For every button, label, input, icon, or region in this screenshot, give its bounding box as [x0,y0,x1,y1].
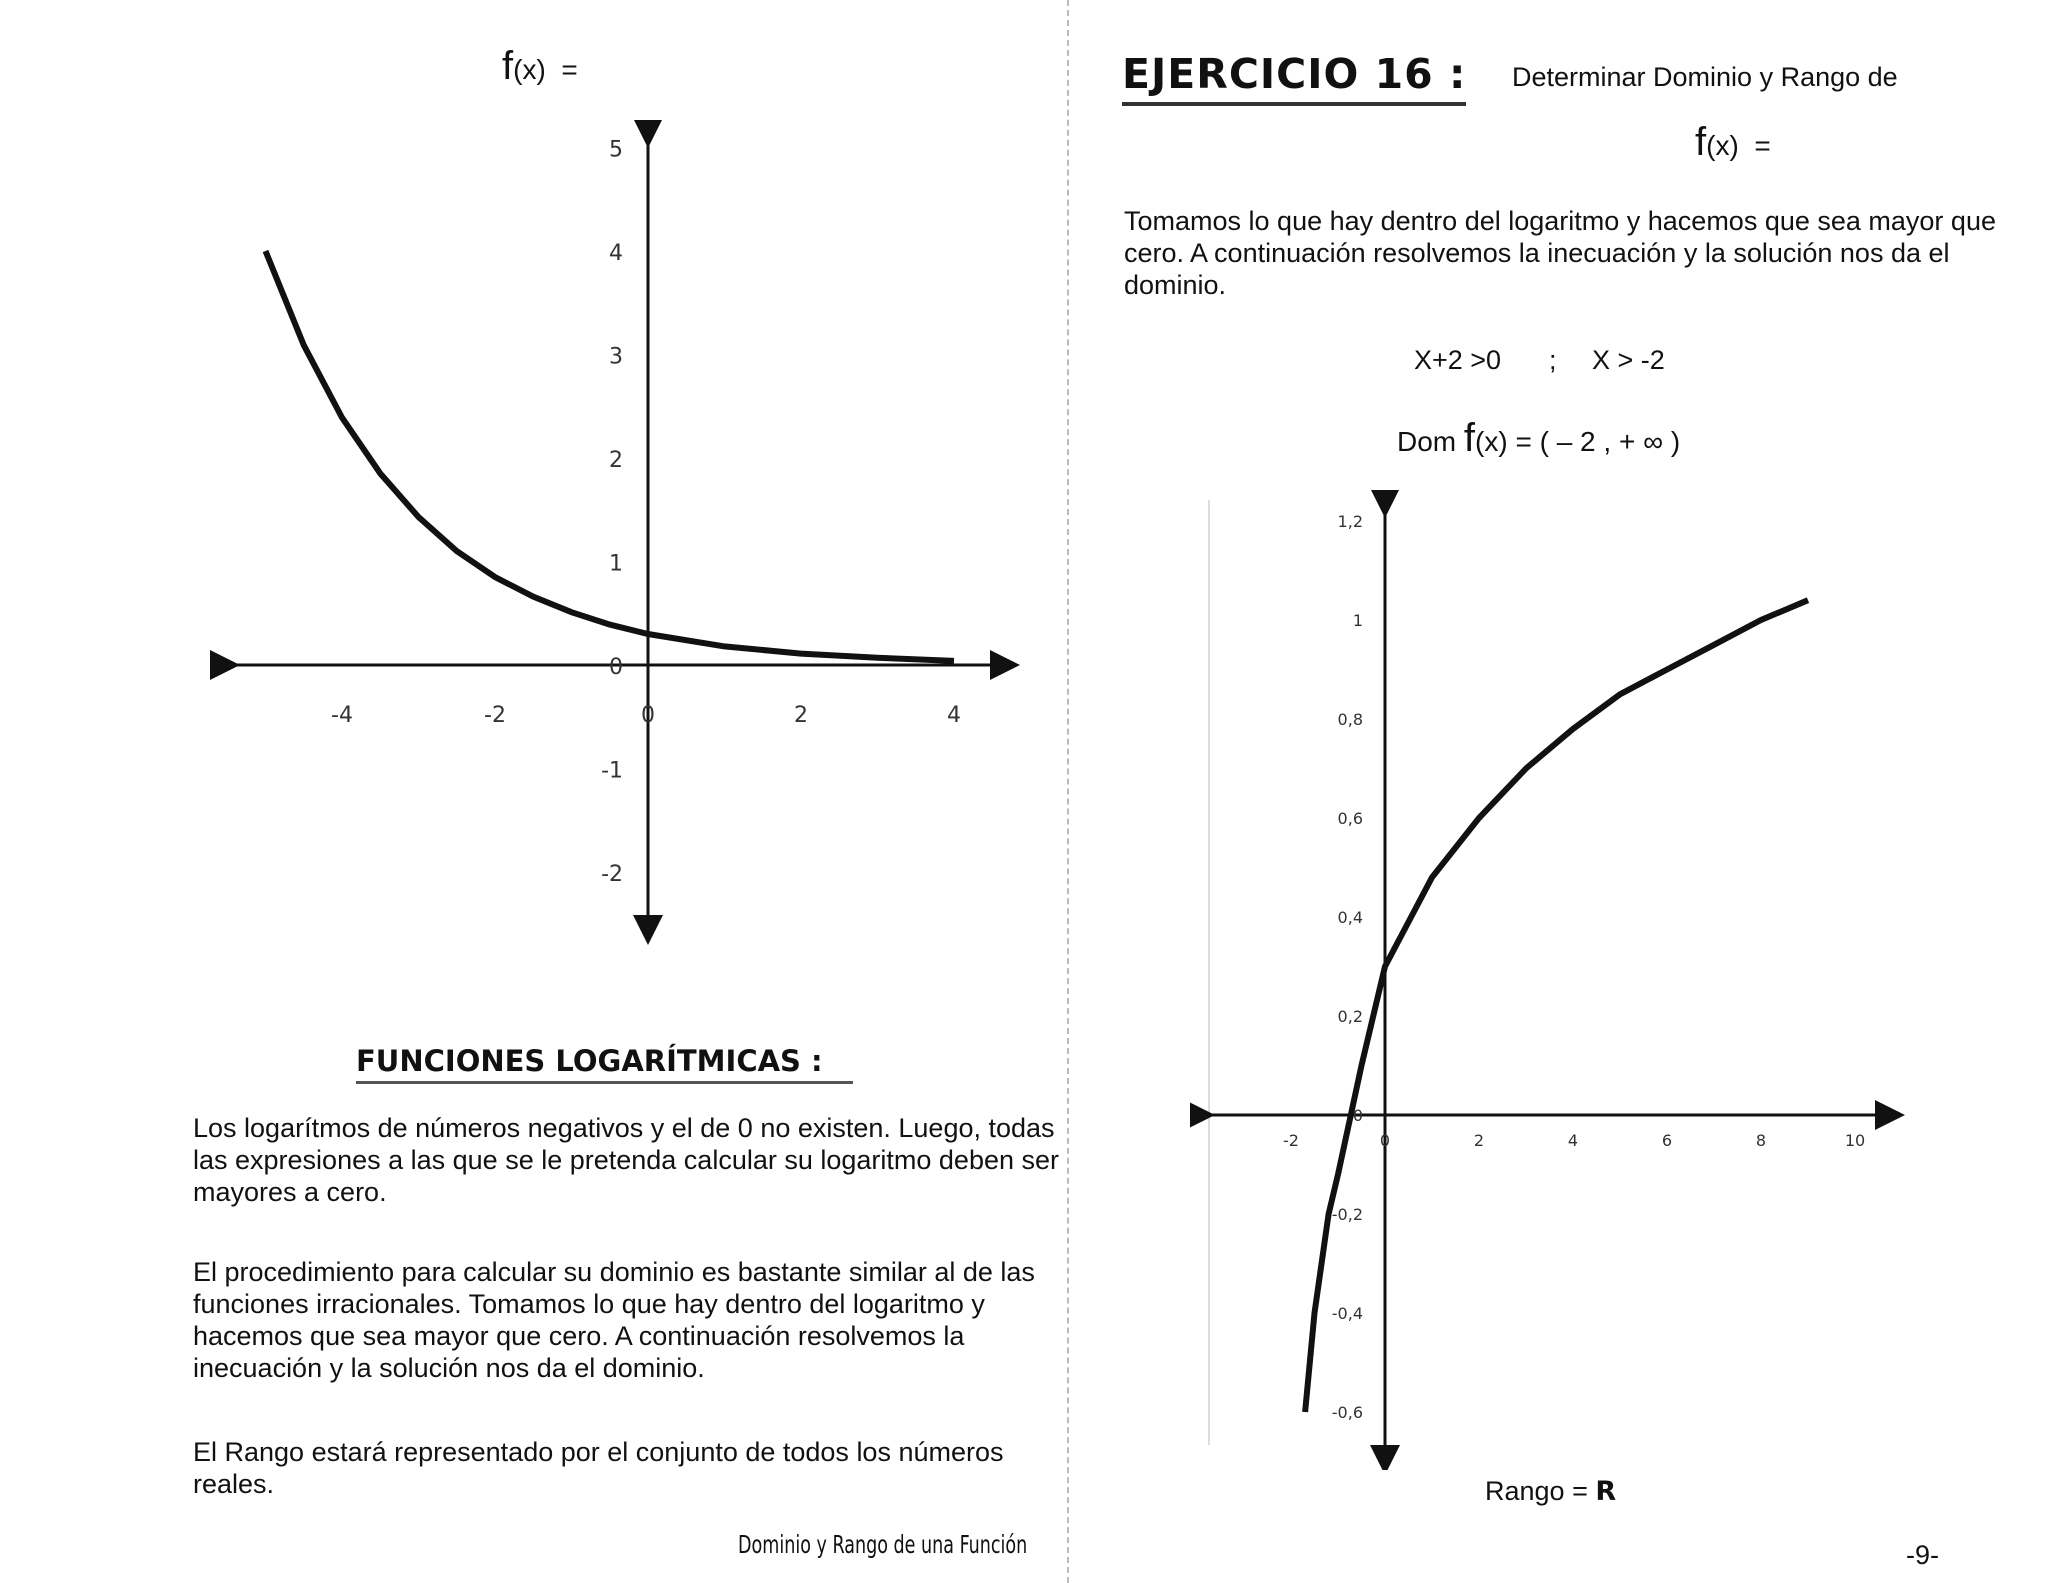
section-title-logarithmic: FUNCIONES LOGARÍTMICAS : [356,1044,853,1084]
x-tick-label: 4 [947,703,961,728]
y-tick-label: -0,4 [1331,1304,1363,1323]
left-function-label [502,44,578,89]
function-symbol: f [1695,120,1707,164]
y-tick-label: -1 [601,758,623,784]
exercise-description: Determinar Dominio y Rango de [1512,62,1898,92]
exercise-paragraph: Tomamos lo que hay dentro del logaritmo y hacemos que sea mayor que cero. A continuación resolvemos la inecuación y la solución nos da el dominio. [1124,206,1996,300]
y-tick-label: -2 [601,862,623,887]
y-tick-label: 0,2 [1337,1007,1363,1026]
y-tick-label: 4 [609,241,623,266]
x-tick-label: 4 [1567,1131,1579,1150]
y-tick-label: 2 [609,448,623,473]
right-function-label [1695,120,1771,165]
inequality-1: X+2 >0 [1414,345,1502,375]
paragraph-2: El procedimiento para calcular su dominio es bastante similar al de las funciones irracionales. Tomamos lo que hay dentro del logaritmo y hacemos que sea mayor que cero. A continuación resolvemos la inecuación y la solución nos da el dominio. [193,1257,1035,1383]
y-tick-label: 5 [609,137,623,163]
y-tick-label: 1 [609,551,623,577]
exponential-graph [210,120,1030,950]
domain-prefix: Dom [1397,426,1457,457]
page-number: -9- [1906,1540,1939,1570]
x-tick-label: 10 [1844,1131,1866,1150]
range-result [1485,1476,1616,1507]
x-tick-label: 8 [1755,1131,1767,1150]
exercise-title: EJERCICIO 16 : [1122,50,1466,106]
equals-sign: = [561,54,578,85]
real-numbers-symbol: R [1595,1476,1617,1507]
y-tick-label: 0 [1352,1106,1363,1125]
footer-title: Dominio y Rango de una Función [738,1530,1028,1559]
equals-sign: = [1754,130,1771,161]
y-tick-label: 1 [1352,611,1363,630]
function-argument: (x) [1475,426,1508,457]
y-tick-label: -0,2 [1331,1205,1363,1224]
inequality-separator: ; [1549,345,1557,375]
y-tick-label: -0,6 [1331,1403,1363,1422]
y-tick-label: 1,2 [1337,512,1363,531]
x-tick-label: -2 [1283,1131,1299,1150]
domain-interval: = ( – 2 , + ∞ ) [1515,426,1681,457]
y-tick-label: 0,8 [1337,710,1363,729]
function-argument: (x) [513,54,546,85]
logarithmic-graph [1190,490,1910,1470]
x-tick-label: -2 [484,703,506,728]
x-tick-label: -4 [331,703,353,728]
x-tick-label: 0 [641,703,655,728]
function-argument: (x) [1706,130,1739,161]
logarithmic-curve [1305,600,1808,1412]
x-tick-label: 2 [1473,1131,1485,1150]
function-symbol: f [502,44,514,88]
x-tick-label: 6 [1661,1131,1673,1150]
y-tick-label: 3 [609,344,623,370]
function-symbol: f [1463,416,1476,460]
y-tick-label: 0,4 [1337,908,1363,927]
page-divider [1067,0,1069,1583]
range-prefix: Rango = [1485,1476,1588,1506]
paragraph-1: Los logarítmos de números negativos y el de 0 no existen. Luego, todas las expresiones a las que se le pretenda calcular su logaritmo deben ser mayores a cero. [193,1113,1060,1207]
paragraph-3: El Rango estará representado por el conjunto de todos los números reales. [193,1437,1004,1499]
y-tick-label: 0 [609,655,623,680]
inequality-2: X > -2 [1592,345,1665,375]
domain-result [1397,416,1680,461]
y-tick-label: 0,6 [1337,809,1363,828]
x-tick-label: 0 [1379,1131,1391,1150]
x-tick-label: 2 [794,703,808,728]
